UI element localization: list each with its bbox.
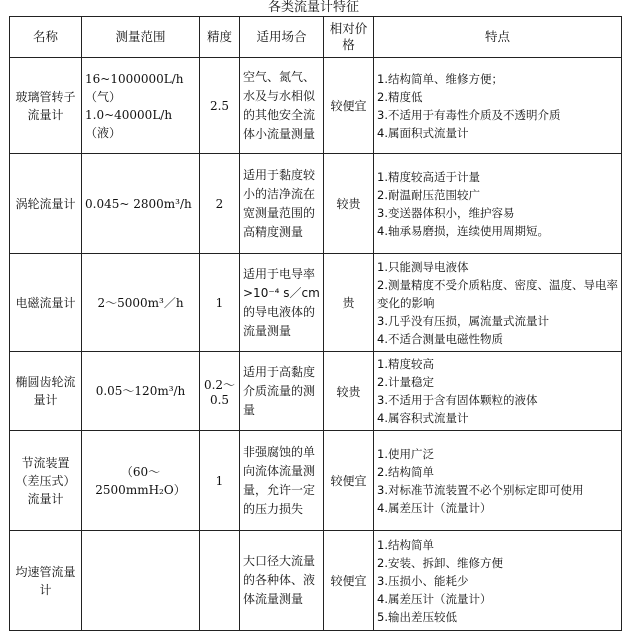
header-price: 相对价格 [324, 17, 374, 58]
feature-item: 2.精度低 [377, 89, 423, 104]
cell-features [374, 352, 622, 431]
range-line: （液） [85, 125, 122, 140]
cell-features [374, 154, 622, 254]
cell-precision: 2.5 [200, 58, 240, 154]
cell-price: 较贵 [324, 352, 374, 431]
cell-price: 较贵 [324, 154, 374, 254]
range-line: 2500mmH₂O） [95, 482, 186, 497]
table-row [10, 154, 622, 254]
header-name: 名称 [10, 17, 82, 58]
feature-item: 2.安装、拆卸、维修方便 [377, 555, 503, 570]
feature-item: 1.结构简单、维修方便； [377, 71, 503, 86]
header-scene: 适用场合 [240, 17, 324, 58]
feature-item: 1.只能测导电液体 [377, 259, 469, 274]
range-line: 0.05～120m³/h [95, 384, 186, 398]
cell-scene: 适用于高黏度介质流量的测量 [240, 352, 324, 431]
cell-name: 电磁流量计 [10, 254, 82, 352]
cell-scene: 非强腐蚀的单向流体流量测量，允许一定的压力损失 [240, 431, 324, 531]
cell-range [82, 254, 200, 352]
cell-range [82, 352, 200, 431]
feature-item: 4.属差压计（流量计） [377, 500, 492, 515]
cell-features [374, 58, 622, 154]
cell-precision: 2 [200, 154, 240, 254]
table-row [10, 352, 622, 431]
feature-item: 2.计量稳定 [377, 375, 434, 389]
range-line: （60～ [120, 464, 161, 479]
cell-precision: 0.2～0.5 [200, 352, 240, 431]
cell-scene: 大口径大流量的各种体、液体流量测量 [240, 531, 324, 631]
range-line: 1.0~40000L/h [85, 107, 173, 122]
cell-range [82, 58, 200, 154]
header-row [10, 17, 622, 58]
feature-item: 1.精度较高适于计量 [377, 169, 480, 184]
cell-price: 较便宜 [324, 531, 374, 631]
cell-scene: 适用于黏度较小的洁净流在宽测量范围的高精度测量 [240, 154, 324, 254]
header-range: 测量范围 [82, 17, 200, 58]
feature-item: 1.使用广泛 [377, 446, 434, 461]
feature-item: 3.对标准节流装置不必个别标定即可使用 [377, 482, 584, 497]
cell-range [82, 154, 200, 254]
feature-item: 4.属容积式流量计 [377, 411, 469, 425]
table-title: 各类流量计特征 [267, 0, 359, 15]
cell-precision: 1 [200, 254, 240, 352]
cell-price: 贵 [324, 254, 374, 352]
cell-name: 玻璃管转子流量计 [10, 58, 82, 154]
feature-item: 3.变送器体积小，维护容易 [377, 205, 515, 220]
header-features: 特点 [374, 17, 622, 58]
table-row [10, 254, 622, 352]
feature-item: 2.耐温耐压范围较广 [377, 187, 480, 202]
cell-features [374, 431, 622, 531]
feature-item: 4.不适合测量电磁性物质 [377, 331, 503, 346]
feature-item: 4.属差压计（流量计） [377, 591, 492, 606]
feature-item: 3.不适用于有毒性介质及不透明介质 [377, 107, 561, 122]
cell-name: 椭圆齿轮流量计 [10, 352, 82, 431]
feature-item: 2.测量精度不受介质粘度、密度、温度、导电率变化的影响 [377, 277, 618, 310]
cell-name: 涡轮流量计 [10, 154, 82, 254]
feature-item: 1.精度较高 [377, 357, 434, 371]
feature-item: 1.结构简单 [377, 537, 434, 552]
cell-scene: 空气、氮气、水及与水相似的其他安全流体小流量测量 [240, 58, 324, 154]
feature-item: 5.输出差压较低 [377, 609, 457, 624]
cell-range [82, 431, 200, 531]
cell-features [374, 254, 622, 352]
feature-item: 2.结构简单 [377, 464, 434, 479]
cell-features [374, 531, 622, 631]
table-row [10, 58, 622, 154]
cell-range [82, 531, 200, 631]
range-line: （气） [85, 89, 122, 104]
cell-name: 节流装置（差压式）流量计 [10, 431, 82, 531]
header-precision: 精度 [200, 17, 240, 58]
feature-item: 4.轴承易磨损，连续使用周期短。 [377, 223, 549, 238]
cell-precision: 1 [200, 431, 240, 531]
range-line: 16~1000000L/h [85, 71, 184, 86]
range-line: 0.045~ 2800m³/h [85, 196, 192, 211]
feature-item: 3.压损小、能耗少 [377, 573, 469, 588]
feature-item: 3.不适用于含有固体颗粒的液体 [377, 393, 538, 407]
range-line: 2～5000m³／h [97, 295, 184, 310]
flowmeter-table [9, 16, 622, 631]
feature-item: 4.属面积式流量计 [377, 125, 469, 140]
cell-name: 均速管流量计 [10, 531, 82, 631]
table-row [10, 431, 622, 531]
cell-scene: 适用于电导率>10⁻⁴ s／cm的导电液体的流量测量 [240, 254, 324, 352]
cell-precision [200, 531, 240, 631]
feature-item: 3.几乎没有压损，属流量式流量计 [377, 313, 549, 328]
cell-price: 较便宜 [324, 58, 374, 154]
table-row [10, 531, 622, 631]
cell-price: 较便宜 [324, 431, 374, 531]
